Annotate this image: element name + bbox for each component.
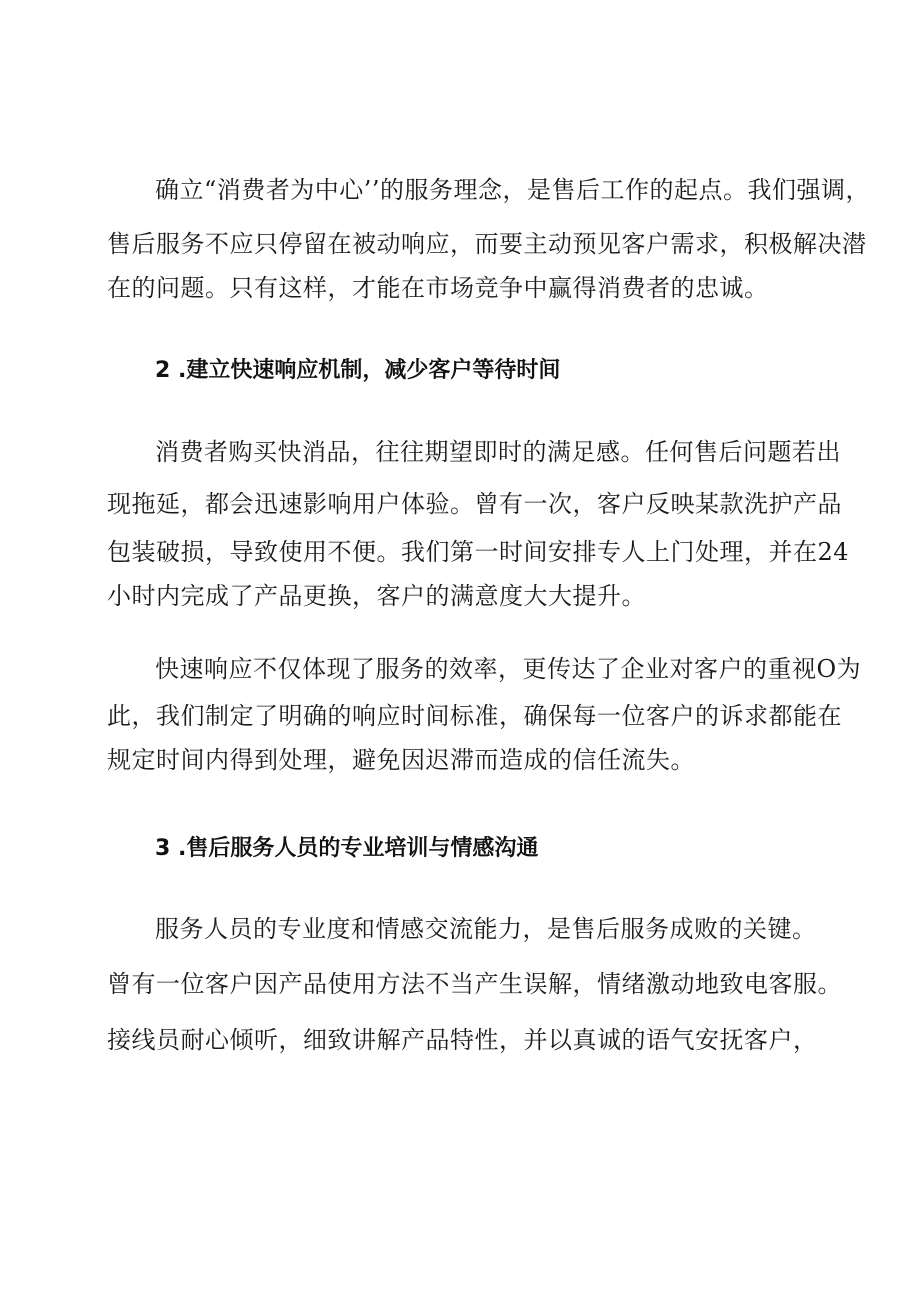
paragraph-line: 确立“消费者为中心’’的服务理念，是售后工作的起点。我们强调，: [155, 176, 871, 204]
paragraph-line: 服务人员的专业度和情感交流能力，是售后服务成败的关键。: [155, 915, 817, 943]
paragraph-line: 规定时间内得到处理，避免因迟滞而造成的信任流失。: [107, 746, 695, 774]
paragraph-line: 在的问题。只有这样，才能在市场竞争中赢得消费者的忠诚。: [107, 274, 769, 302]
section-heading-3: 3 .售后服务人员的专业培训与情感沟通: [155, 836, 539, 861]
paragraph-line: 消费者购买快消品，往往期望即时的满足感。任何售后问题若出: [155, 438, 841, 466]
paragraph-line: 现拖延，都会迅速影响用户体验。曾有一次，客户反映某款洗护产品: [107, 490, 842, 518]
paragraph-line: 曾有一位客户因产品使用方法不当产生误解，情绪激动地致电客服。: [107, 970, 842, 998]
paragraph-line: 此，我们制定了明确的响应时间标准，确保每一位客户的诉求都能在: [107, 702, 842, 730]
paragraph-line: 接线员耐心倾听，细致讲解产品特性，并以真诚的语气安抚客户，: [107, 1026, 818, 1054]
paragraph-line: 包装破损，导致使用不便。我们第一时间安排专人上门处理，并在24: [107, 538, 850, 566]
paragraph-line: 售后服务不应只停留在被动响应，而要主动预见客户需求，积极解决潜: [107, 230, 867, 258]
paragraph-line: 小时内完成了产品更换，客户的满意度大大提升。: [107, 582, 646, 610]
paragraph-line: 快速响应不仅体现了服务的效率，更传达了企业对客户的重视O为: [155, 655, 862, 683]
section-heading-2: 2 .建立快速响应机制，减少客户等待时间: [155, 358, 561, 383]
